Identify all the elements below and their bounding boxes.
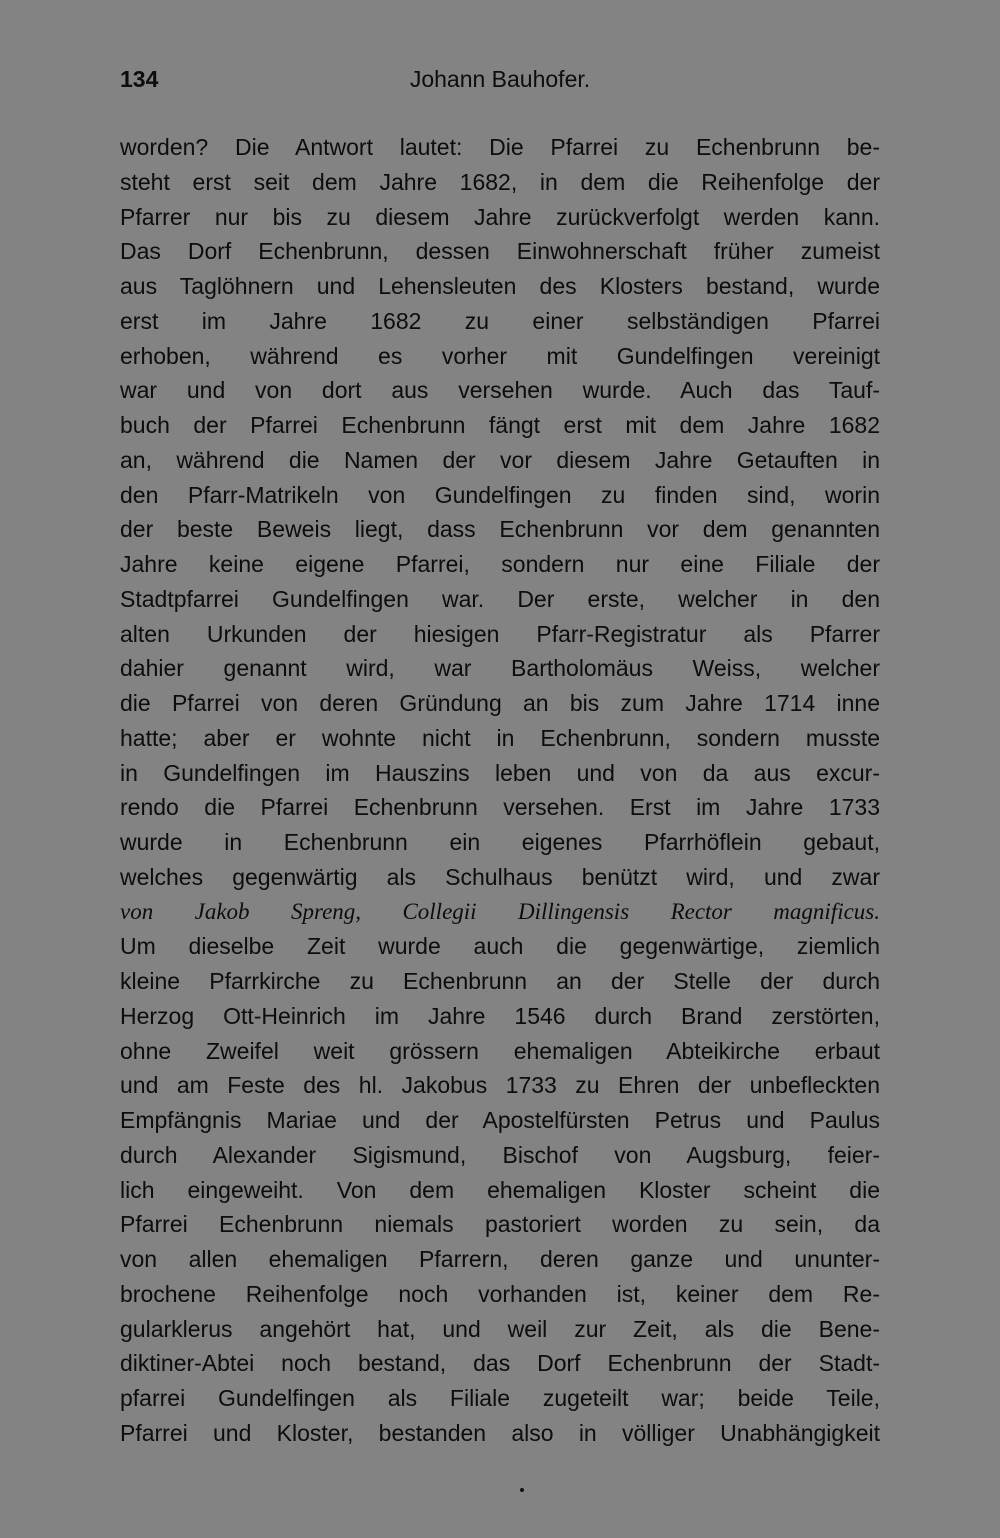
text-line: Jahre keine eigene Pfarrei, sondern nur eine Filiale der — [120, 551, 880, 577]
text-line: Pfarrei und Kloster, bestanden also in völliger Unabhängigkeit — [120, 1419, 880, 1446]
page-number: 134 — [120, 66, 159, 92]
text-line: hatte; aber er wohnte nicht in Echenbrunn, sondern musste — [120, 724, 880, 751]
text-line: kleine Pfarrkirche zu Echenbrunn an der Stelle der durch — [120, 968, 880, 994]
text-line: Um dieselbe Zeit wurde auch die gegenwärtige, ziemlich — [120, 933, 880, 960]
text-line: buch der Pfarrei Echenbrunn fängt erst mit dem Jahre 1682 — [120, 412, 880, 438]
text-line: alten Urkunden der hiesigen Pfarr-Registratur als Pfarrer — [120, 620, 880, 647]
running-title: Johann Bauhofer. — [409, 66, 591, 92]
text-line: war und von dort aus versehen wurde. Auch das Tauf- — [120, 377, 880, 404]
footer-dot — [520, 1488, 524, 1492]
text-line: Pfarrer nur bis zu diesem Jahre zurückverfolgt werden kann. — [120, 203, 880, 230]
text-line: gularklerus angehört hat, und weil zur Zeit, als die Bene- — [120, 1315, 880, 1342]
text-line: Das Dorf Echenbrunn, dessen Einwohnerschaft früher zumeist — [120, 238, 880, 265]
text-line: Pfarrei Echenbrunn niemals pastoriert worden zu sein, da — [120, 1211, 880, 1238]
text-line: wurde in Echenbrunn ein eigenes Pfarrhöflein gebaut, — [120, 829, 880, 855]
text-line: in Gundelfingen im Hauszins leben und von da aus excur- — [120, 759, 880, 786]
text-line: Herzog Ott-Heinrich im Jahre 1546 durch Brand zerstörten, — [120, 1002, 880, 1029]
text-line: lich eingeweiht. Von dem ehemaligen Kloster scheint die — [120, 1176, 880, 1203]
text-line: rendo die Pfarrei Echenbrunn versehen. Erst im Jahre 1733 — [120, 794, 880, 821]
text-line-italic: von Jakob Spreng, Collegii Dillingensis Rector magnificus. — [120, 898, 880, 924]
text-line: und am Feste des hl. Jakobus 1733 zu Ehren der unbefleckten — [120, 1072, 880, 1099]
text-line: ohne Zweifel weit grössern ehemaligen Abteikirche erbaut — [120, 1037, 880, 1064]
text-line: dahier genannt wird, war Bartholomäus Weiss, welcher — [120, 655, 880, 682]
page-header — [120, 62, 880, 96]
text-line: erhoben, während es vorher mit Gundelfingen vereinigt — [120, 342, 880, 369]
text-line: steht erst seit dem Jahre 1682, in dem die Reihenfolge der — [120, 168, 880, 195]
text-line: welches gegenwärtig als Schulhaus benützt wird, und zwar — [120, 863, 880, 890]
text-line: worden? Die Antwort lautet: Die Pfarrei zu Echenbrunn be- — [120, 134, 880, 160]
text-line: die Pfarrei von deren Gründung an bis zum Jahre 1714 inne — [120, 690, 880, 716]
text-line: von allen ehemaligen Pfarrern, deren ganze und ununter- — [120, 1246, 880, 1272]
text-line: brochene Reihenfolge noch vorhanden ist, keiner dem Re- — [120, 1280, 880, 1307]
text-line: Empfängnis Mariae und der Apostelfürsten Petrus und Paulus — [120, 1107, 880, 1133]
text-line: erst im Jahre 1682 zu einer selbständigen Pfarrei — [120, 307, 880, 334]
text-line: aus Taglöhnern und Lehensleuten des Klosters bestand, wurde — [120, 273, 880, 299]
text-line: pfarrei Gundelfingen als Filiale zugeteilt war; beide Teile, — [120, 1385, 880, 1411]
text-line: den Pfarr-Matrikeln von Gundelfingen zu finden sind, worin — [120, 481, 880, 508]
text-line: der beste Beweis liegt, dass Echenbrunn vor dem genannten — [120, 516, 880, 543]
text-line: Stadtpfarrei Gundelfingen war. Der erste, welcher in den — [120, 585, 880, 612]
text-line: an, während die Namen der vor diesem Jahre Getauften in — [120, 446, 880, 473]
body-text — [120, 130, 880, 1451]
text-line: durch Alexander Sigismund, Bischof von Augsburg, feier- — [120, 1141, 880, 1168]
text-line: diktiner-Abtei noch bestand, das Dorf Echenbrunn der Stadt- — [120, 1350, 880, 1377]
